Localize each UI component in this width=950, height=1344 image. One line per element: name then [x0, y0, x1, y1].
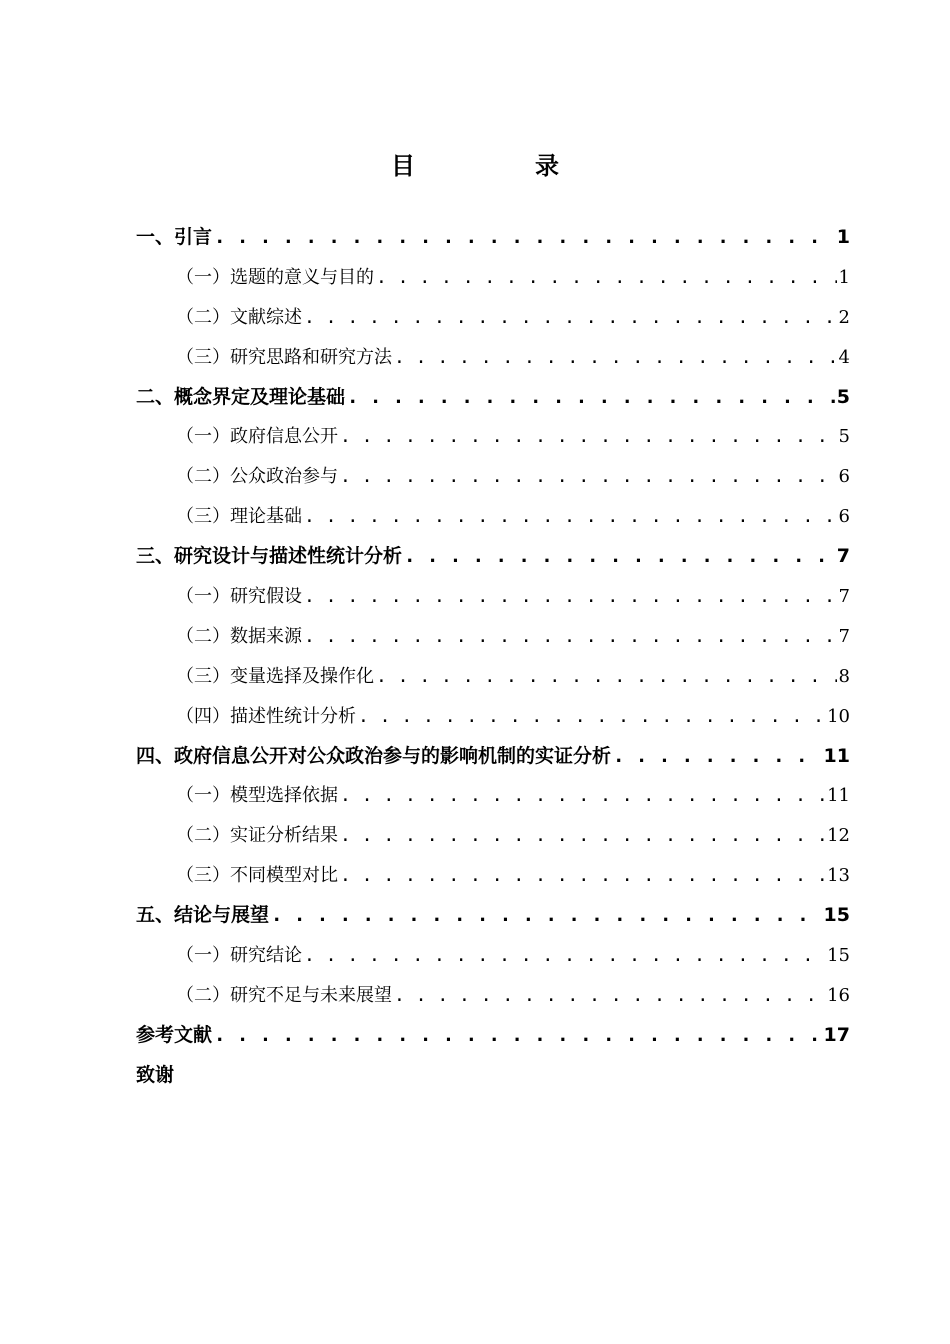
toc-entry-label: （一）模型选择依据	[176, 785, 338, 807]
toc-section-entry[interactable]	[136, 497, 850, 537]
toc-entry-label: 三、研究设计与描述性统计分析	[136, 545, 403, 568]
toc-entry-label: （一）研究结论	[176, 945, 302, 967]
dot-leader	[340, 417, 837, 457]
dot-leader	[304, 617, 837, 657]
toc-entry-label: 四、政府信息公开对公众政治参与的影响机制的实证分析	[136, 744, 612, 767]
dot-leader	[304, 497, 837, 537]
dot-leader	[613, 737, 822, 777]
dot-leader	[404, 537, 835, 577]
dot-leader	[340, 776, 825, 816]
toc-page-number: 16	[827, 984, 850, 1006]
toc-chapter-entry[interactable]	[136, 378, 850, 418]
toc-page-number: 15	[823, 904, 850, 927]
toc-entry-label: （一）选题的意义与目的	[176, 266, 374, 288]
toc-entry-label: （一）研究假设	[176, 586, 302, 608]
toc-section-entry[interactable]	[136, 856, 850, 896]
toc-page-number: 2	[838, 306, 850, 328]
dot-leader	[340, 816, 825, 856]
toc-section-entry[interactable]	[136, 936, 850, 976]
dot-leader	[214, 1016, 822, 1056]
dot-leader	[394, 338, 837, 378]
toc-page-number: 7	[838, 586, 850, 608]
toc-entry-label: 二、概念界定及理论基础	[136, 385, 346, 408]
toc-entry-label: （四）描述性统计分析	[176, 705, 356, 727]
toc-entry-label: （二）文献综述	[176, 306, 302, 328]
toc-section-entry[interactable]	[136, 697, 850, 737]
dot-leader	[271, 896, 822, 936]
toc-section-entry[interactable]	[136, 776, 850, 816]
toc-page-number: 11	[823, 744, 850, 767]
dot-leader	[304, 298, 837, 338]
toc-page-number: 11	[827, 785, 850, 807]
toc-page-number: 12	[827, 825, 850, 847]
toc-entry-label: 参考文献	[136, 1023, 213, 1046]
toc-chapter-entry[interactable]	[136, 1056, 850, 1096]
toc-entry-label: （二）数据来源	[176, 625, 302, 647]
toc-section-entry[interactable]	[136, 258, 850, 298]
toc-page-number: 4	[838, 346, 850, 368]
toc-entry-label: （三）变量选择及操作化	[176, 665, 374, 687]
toc-page-number: 1	[836, 226, 850, 248]
toc-page-number: 8	[838, 665, 850, 687]
toc-page-number: 5	[836, 385, 850, 408]
dot-leader	[347, 378, 835, 418]
toc-page-number: 1	[838, 266, 850, 288]
toc-section-entry[interactable]	[136, 617, 850, 657]
toc-entry-label: 五、结论与展望	[136, 904, 270, 927]
dot-leader	[376, 258, 837, 298]
dot-leader	[376, 657, 837, 697]
toc-entry-label: （二）研究不足与未来展望	[176, 984, 392, 1006]
toc-page-number: 15	[827, 945, 850, 967]
dot-leader	[340, 856, 825, 896]
toc-section-entry[interactable]	[136, 338, 850, 378]
toc-entry-label: 致谢	[136, 1063, 175, 1086]
toc-chapter-entry[interactable]	[136, 896, 850, 936]
page-title: 目 录	[391, 152, 607, 180]
dot-leader	[304, 577, 837, 617]
table-of-contents	[136, 218, 850, 1096]
toc-section-entry[interactable]	[136, 976, 850, 1016]
toc-entry-label: （二）公众政治参与	[176, 466, 338, 488]
toc-section-entry[interactable]	[136, 657, 850, 697]
toc-page-number: 7	[836, 545, 850, 568]
toc-chapter-entry[interactable]	[136, 537, 850, 577]
toc-page-number: 10	[827, 705, 850, 727]
dot-leader	[340, 457, 837, 497]
dot-leader	[394, 976, 825, 1016]
toc-page-number: 17	[823, 1023, 850, 1046]
toc-section-entry[interactable]	[136, 298, 850, 338]
toc-section-entry[interactable]	[136, 417, 850, 457]
toc-entry-label: 一、引言	[136, 226, 213, 248]
dot-leader	[358, 697, 825, 737]
toc-chapter-entry[interactable]	[136, 1016, 850, 1056]
toc-page-number: 13	[827, 865, 850, 887]
toc-entry-label: （三）理论基础	[176, 506, 302, 528]
toc-chapter-entry[interactable]	[136, 737, 850, 777]
toc-page-number: 5	[838, 426, 850, 448]
toc-chapter-entry[interactable]	[136, 218, 850, 258]
toc-section-entry[interactable]	[136, 577, 850, 617]
dot-leader	[214, 218, 835, 258]
toc-page-number: 6	[838, 506, 850, 528]
toc-page-number: 6	[838, 466, 850, 488]
dot-leader	[304, 936, 825, 976]
toc-entry-label: （二）实证分析结果	[176, 825, 338, 847]
toc-entry-label: （三）不同模型对比	[176, 865, 338, 887]
toc-page-number: 7	[838, 625, 850, 647]
toc-entry-label: （三）研究思路和研究方法	[176, 346, 392, 368]
toc-section-entry[interactable]	[136, 816, 850, 856]
toc-entry-label: （一）政府信息公开	[176, 426, 338, 448]
toc-section-entry[interactable]	[136, 457, 850, 497]
